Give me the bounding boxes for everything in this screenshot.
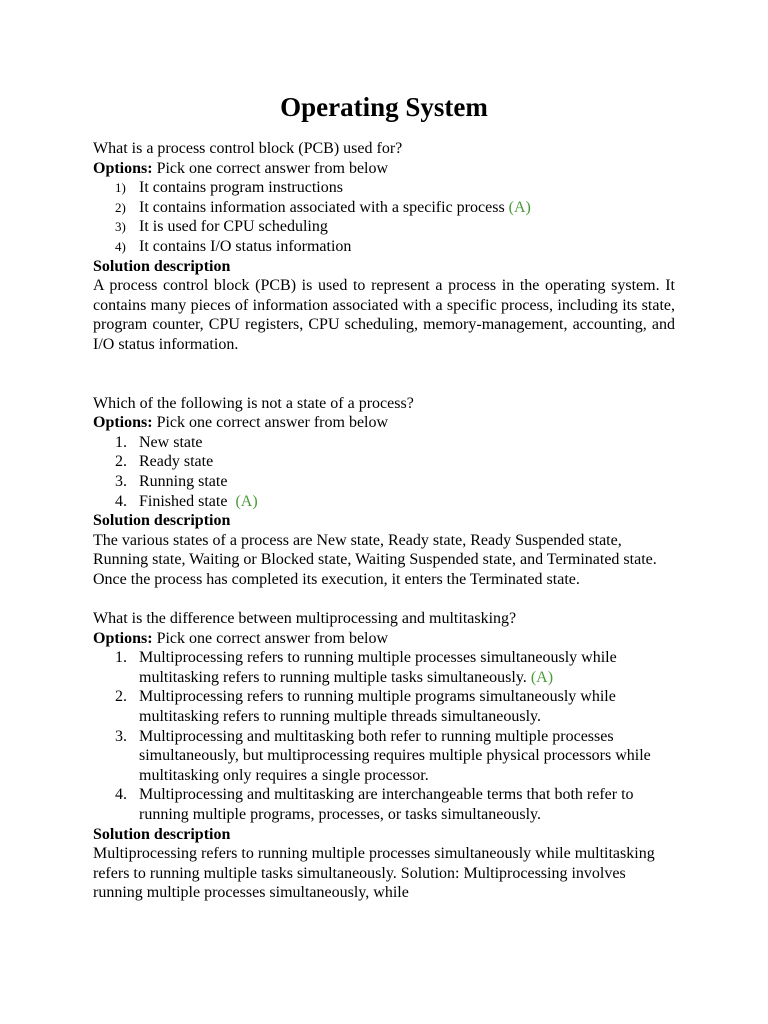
option-number: 3) xyxy=(115,219,126,235)
option-item xyxy=(93,198,675,218)
option-text: Ready state xyxy=(139,453,214,471)
option-text: It contains program instructions xyxy=(139,179,343,197)
option-number: 2) xyxy=(115,199,126,215)
option-number: 4. xyxy=(115,786,127,804)
option-text: Running state xyxy=(139,472,228,490)
option-item xyxy=(93,472,675,492)
question-text: Which of the following is not a state of a process? xyxy=(93,394,414,412)
option-item xyxy=(93,785,675,824)
option-text: It is used for CPU scheduling xyxy=(139,218,328,236)
spacer xyxy=(93,589,675,609)
options-label: Options: xyxy=(93,414,153,432)
question-block-3 xyxy=(93,609,675,903)
solution-text: A process control block (PCB) is used to represent a process in the operating system. It contains many pieces of information associated with a specific process, including its state, program counter, CPU registers, CPU scheduling, memory-management, accounting, and I/O status information. xyxy=(93,277,675,353)
spacer xyxy=(93,355,675,394)
option-item xyxy=(93,237,675,257)
option-text: It contains I/O status information xyxy=(139,237,352,255)
options-line xyxy=(93,629,675,649)
option-item xyxy=(93,433,675,453)
solution-text: Multiprocessing refers to running multiple processes simultaneously while multitasking refers to running multiple tasks simultaneously. Solution: Multiprocessing involves running multiple processes simultaneously, while xyxy=(93,845,655,902)
question-block-2 xyxy=(93,394,675,590)
answer-marker: (A) xyxy=(530,668,554,686)
question-text: What is the difference between multiprocessing and multitasking? xyxy=(93,610,517,628)
solution-heading: Solution description xyxy=(93,257,231,275)
options-label: Options: xyxy=(93,629,153,647)
option-item xyxy=(93,217,675,237)
options-line xyxy=(93,159,675,179)
option-item xyxy=(93,648,675,687)
option-number: 1) xyxy=(115,180,126,196)
option-number: 1. xyxy=(115,433,127,451)
solution-heading: Solution description xyxy=(93,512,231,530)
answer-marker: (A) xyxy=(235,492,258,510)
options-list xyxy=(93,648,675,824)
option-text: Multiprocessing refers to running multiple programs simultaneously while multitasking refers to running multiple threads simultaneously. xyxy=(139,688,616,726)
option-number: 1. xyxy=(115,649,127,667)
option-item xyxy=(93,178,675,198)
solution-text: The various states of a process are New state, Ready state, Ready Suspended state, Running state, Waiting or Blocked state, Waiting Suspended state, and Terminated state. Once the process has completed its execution, it enters the Terminated state. xyxy=(93,531,657,588)
document-page xyxy=(93,90,675,903)
option-text: New state xyxy=(139,433,203,451)
options-prompt: Pick one correct answer from below xyxy=(152,629,389,647)
option-number: 4) xyxy=(115,238,126,254)
options-prompt: Pick one correct answer from below xyxy=(152,159,389,177)
options-prompt: Pick one correct answer from below xyxy=(152,414,389,432)
option-item xyxy=(93,492,675,512)
option-item xyxy=(93,687,675,726)
option-number: 4. xyxy=(115,492,127,510)
solution-heading: Solution description xyxy=(93,825,231,843)
option-item xyxy=(93,452,675,472)
question-text: What is a process control block (PCB) used for? xyxy=(93,140,403,157)
options-list xyxy=(93,433,675,511)
option-number: 3. xyxy=(115,727,127,745)
option-text: It contains information associated with a specific process xyxy=(139,198,509,216)
option-number: 2. xyxy=(115,453,127,471)
option-text: Multiprocessing and multitasking both refer to running multiple processes simultaneously, but multiprocessing requires multiple physical processors while multitasking only requires a single processor. xyxy=(139,727,651,784)
question-block-1 xyxy=(93,139,675,355)
option-text: Finished state xyxy=(139,492,236,510)
page-title: Operating System xyxy=(280,92,488,122)
options-label: Options: xyxy=(93,159,153,177)
options-line xyxy=(93,413,675,433)
option-number: 3. xyxy=(115,472,127,490)
answer-marker: (A) xyxy=(508,198,531,216)
option-text: Multiprocessing refers to running multiple processes simultaneously while multitasking refers to running multiple tasks simultaneously. xyxy=(139,649,617,686)
option-number: 2. xyxy=(115,688,127,706)
options-list xyxy=(93,178,675,256)
option-item xyxy=(93,727,675,786)
option-text: Multiprocessing and multitasking are interchangeable terms that both refer to running multiple programs, processes, or tasks simultaneously. xyxy=(139,786,634,823)
